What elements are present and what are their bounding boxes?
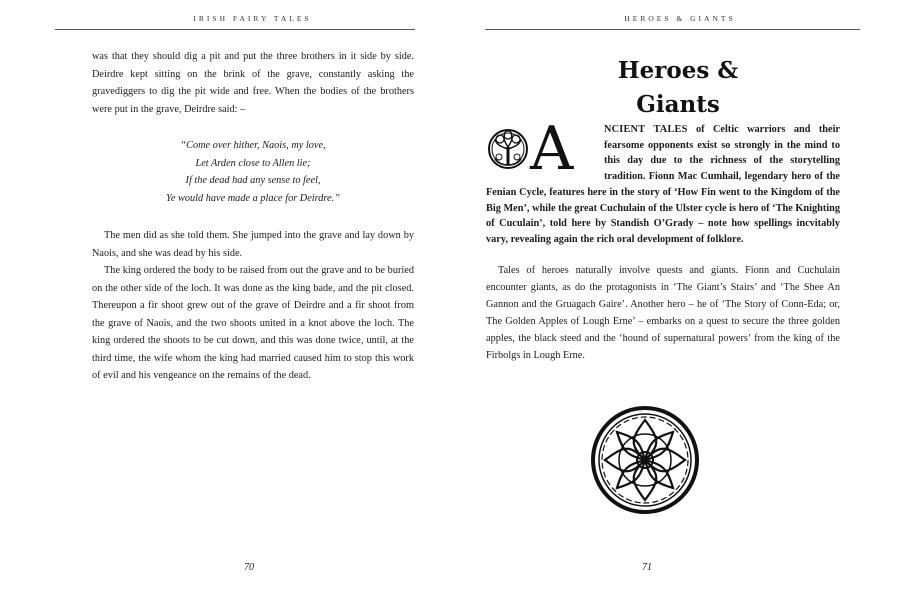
verse-block [92,137,414,207]
running-head-right: HEROES & GIANTS [624,14,736,23]
page-number-right: 71 [642,562,652,573]
verse-line: Let Arden close to Allen lie; [195,157,311,169]
celtic-knot-roundel-icon [590,405,700,515]
intro-paragraph [486,114,841,248]
page-number-left: 70 [244,562,254,573]
left-paragraph-1: was that they should dig a pit and put the three brothers in it side by side. Deirdre kept sitting on the brink of the grave, constantly asking the gravediggers to dig the pit wide and free. When the bodies of the brothers were put in the grave, Deirdre said: – [92,51,414,115]
left-paragraph-3: The king ordered the body to be raised from out the grave and to be buried on the other side of the loch. It was done as the king bade, and the pit closed. Thereupon a fir shoot grew out of the grave of Deirdre and a fir shoot from the grave of Naois, and the two shoots united in a knot above the loch. The king ordered the shoots to be cut down, and this was done twice, until, at the third time, the wife whom the king had married caused him to stop this work of evil and his vengeance on the remains of the dead. [92,265,414,381]
right-paragraph-2: Tales of heroes naturally involve quests and giants. Fionn and Cuchulain encounter giants, as do the protagonists in ‘The Giant’s Stairs’ and ‘The Shee An Gannon and the Gruagach Gaire’. Another hero – he of ‘The Story of Conn-Eda; or, The Golden Apples of Lough Erne’ – embarks on a quest to secure the three golden apples, the black steed and the ‘hound of supernatural powers’ from the king of the Firbolgs in Lough Erne. [486,265,840,361]
verse-line: If the dead had any sense to feel, [185,175,321,186]
right-body [486,262,840,364]
right-page [450,0,900,600]
intro-small-caps: NCIENT TALES [604,124,688,135]
tree-of-life-knot-icon [486,125,530,173]
chapter-title-line-1: Heroes & [617,57,739,84]
intro-text: of Celtic warriors and their fearsome opponents exist so strongly in the mind to this day due to the richness of the storytelling tradition. Fionn Mac Cumhail, legendary hero of the Fenian Cycle, features here in the story of ‘How Fin went to the Kingdom of the Big Men’, while the great Cuchulain of the Ulster cycle is hero of ‘The Knighting of Cuculain’, told here by Standish O’Grady – note how spellings incvitably vary, revealing again the rich oral development of folklore. [486,124,841,245]
left-page-body [92,48,414,385]
intro-initial-block [486,114,604,184]
running-head-left: IRISH FAIRY TALES [193,14,312,23]
drop-cap: A [530,114,574,184]
verse-line: Ye would have made a place for Deirdre.” [166,192,340,204]
header-rule-left [55,29,415,30]
verse-line: “Come over hither, Naois, my love, [180,140,326,151]
chapter-title-line-2: Giants [636,91,720,118]
header-rule-right [485,29,860,30]
left-paragraph-2: The men did as she told them. She jumped into the grave and lay down by Naois, and she was dead by his side. [92,230,414,259]
chapter-title [528,54,828,122]
